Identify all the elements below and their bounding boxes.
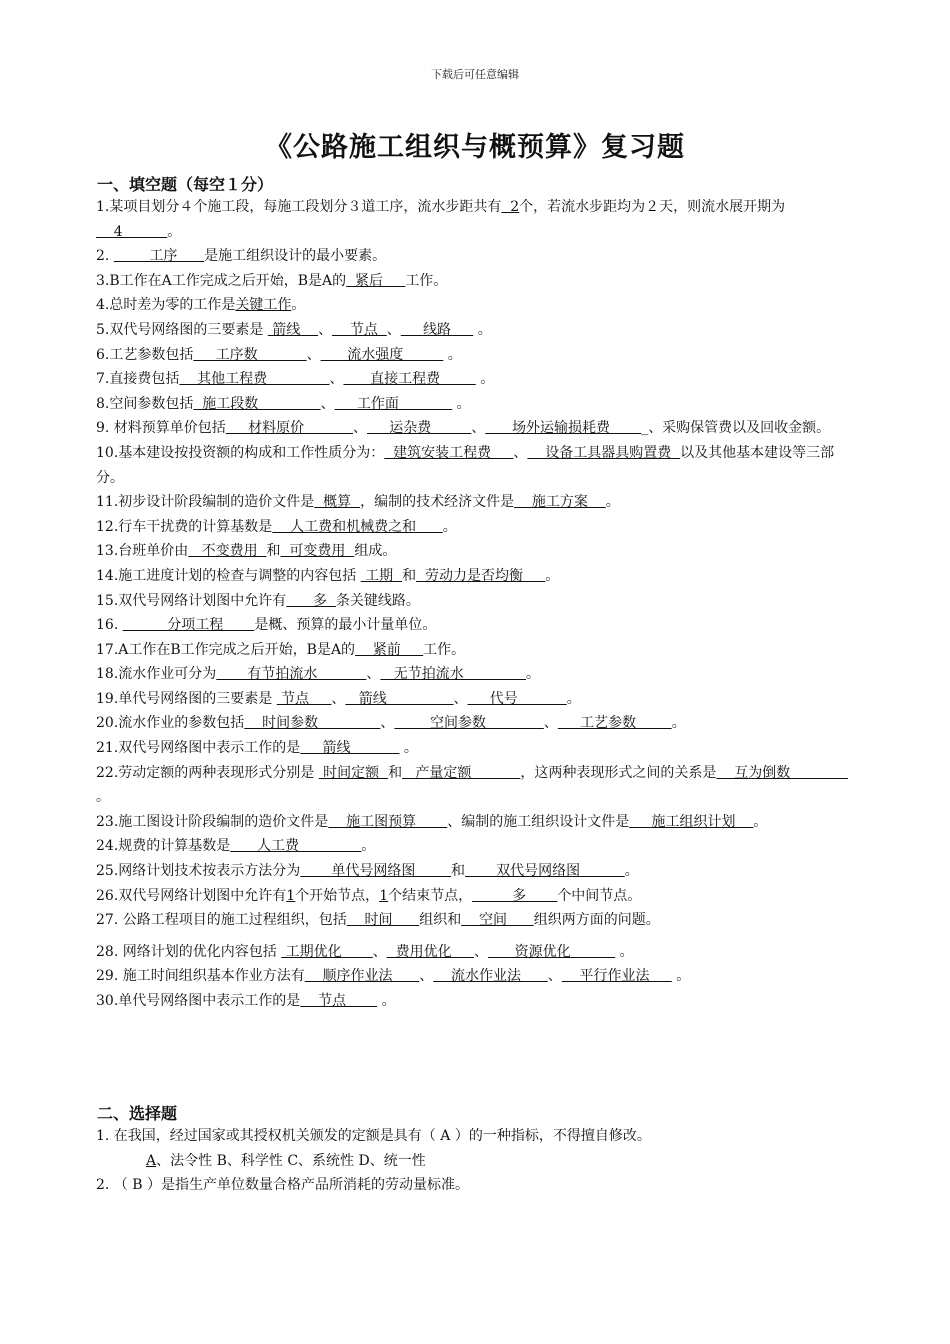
answer-blank: 无节拍流水 [380,666,527,683]
question-text: 16. [96,617,123,634]
question-text: 是概、预算的最小计量单位。 [254,617,437,634]
page-header-note: 下载后可任意编辑 [431,68,519,81]
question-text: 18.流水作业可分为 [96,666,217,683]
question-text: 组成。 [354,543,397,560]
option-list: 、法令性 B、科学性 C、系统性 D、统一性 [156,1152,426,1169]
section-heading-fill-in: 一、填空题（每空１分） [97,175,274,194]
question-text: 、 [306,346,321,363]
question-text: 26.双代号网络计划图中允许有 [96,887,287,904]
fill-in-question [96,613,858,638]
question-text: 27. 公路工程项目的施工过程组织，包括 [96,912,347,929]
question-text: 工作。 [423,641,466,658]
fill-in-question [96,711,858,736]
answer-blank: 施工方案 [514,494,606,511]
question-text: 12.行车干扰费的计算基数是 [96,518,273,535]
answer-blank: 多 [472,887,558,904]
answer-blank: 材料原价 [225,420,354,437]
question-text: 。 [377,993,396,1009]
choice-question-1: 1. 在我国，经过国家或其授权机关颁发的定额是具有（ A ）的一种指标，不得擅自修改。 [96,1128,651,1144]
question-text: 、 [386,321,401,338]
answer-blank: 可变费用 [280,543,355,560]
answer-blank: 有节拍流水 [216,666,367,683]
question-text: 。 [605,494,620,511]
choice-question-1-options [96,1149,858,1174]
question-text: 。 [615,943,634,960]
fill-in-question [96,539,858,564]
answer-blank: 关键工作 [235,297,292,314]
answer-blank: 箭线 [300,740,400,757]
question-text: 8.空间参数包括 [96,395,194,412]
question-text: 、 [372,943,387,960]
question-text: 、 [547,968,562,985]
question-text: 11.初步设计阶段编制的造价文件是 [96,494,315,511]
choice-question-2: 2. （ B ）是指生产单位数量合格产品所消耗的劳动量标准。 [96,1177,469,1194]
question-text: 3.B工作在A工作完成之后开始，B是A的 [96,272,347,289]
answer-blank: 箭线 [345,690,454,707]
question-text: 个中间节点。 [557,887,642,904]
answer-blank: 节点 [300,993,378,1009]
question-text: 个开始节点， [295,887,380,904]
answer-blank: 不变费用 [188,543,267,560]
question-text: 22.劳动定额的两种表现形式分别是 [96,764,319,781]
answer-blank: 顺序作业法 [304,968,420,985]
answer-blank: 流水强度 [320,346,444,363]
answer-blank: 2 [501,199,520,215]
answer-blank: 工序数 [193,346,307,363]
fill-in-question [96,416,858,441]
question-text: ，编制的技术经济文件是 [360,494,515,511]
answer-blank: 平行作业法 [561,968,672,985]
fill-in-question [96,964,858,989]
question-text: 1.某项目划分４个施工段，每施工段划分３道工序，流水步距共有 [96,199,502,215]
question-text: 。 [96,789,110,806]
answer-blank: 紧后 [346,272,406,289]
fill-in-question [96,761,858,810]
answer-blank: 劳动力是否均衡 [416,567,546,584]
question-text: 组织和 [419,912,462,929]
question-text: 30.单代号网络图中表示工作的是 [96,993,301,1009]
question-text: 。 [473,321,492,338]
answer-blank: 双代号网络图 [465,863,625,880]
fill-in-question [96,884,858,909]
fill-in-question [96,908,858,933]
answer-blank: 线路 [400,321,474,338]
question-text: 。 [291,297,306,314]
question-text: 。 [443,346,462,363]
question-text: 10.基本建设按投资额的构成和工作性质分为： [96,444,385,461]
fill-in-question [96,269,858,294]
question-text: 。 [671,968,691,985]
question-text: 和 [388,764,403,781]
question-text: 、 [380,715,395,732]
question-text: 20.流水作业的参数包括 [96,715,245,732]
answer-blank: 单代号网络图 [300,863,452,880]
question-text: 4.总时差为零的工作是 [96,297,236,314]
fill-in-question [96,392,858,417]
answer-blank: 施工组织计划 [629,813,754,830]
question-text: 17.A工作在B工作完成之后开始，B是A的 [96,641,356,658]
section-heading-choice: 二、选择题 [97,1104,178,1123]
question-text: 、 [471,420,486,437]
question-text: 25.网络计划技术按表示方法分为 [96,863,301,880]
answer-blank: 施工图预算 [328,813,448,830]
question-text: 个，若流水步距均为２天，则流水展开期为 [519,199,786,215]
question-text: 。 [452,395,471,412]
fill-in-question [96,834,858,859]
fill-in-question [96,589,858,614]
question-text: 、 [543,715,558,732]
answer-blank: 1 [286,887,296,904]
question-text: 。 [475,371,495,388]
answer-blank: 工艺参数 [557,715,672,732]
answer-blank: 空间参数 [394,715,544,732]
question-text: 、 [453,690,468,707]
question-text: 。 [361,838,376,855]
question-text: 。 [545,567,560,584]
answer-blank: 产量定额 [402,764,521,781]
fill-in-question [96,810,858,835]
answer-blank: 工序 [113,248,205,265]
fill-in-question [96,318,858,343]
fill-in-question [96,490,858,515]
fill-in-question [96,515,858,540]
answer-blank: 建筑安装工程费 [384,444,514,461]
answer-blank: 费用优化 [386,943,474,960]
answer-blank: 分项工程 [122,617,255,634]
question-text: 。 [442,518,457,535]
fill-in-question [96,989,858,1014]
question-text: 。 [753,813,768,830]
fill-in-question [96,662,858,687]
question-text: 。 [566,690,581,707]
answer-blank: 工作面 [334,395,453,412]
question-text: 、 [320,395,335,412]
question-text: 28. 网络计划的优化内容包括 [96,943,282,960]
answer-blank: 代号 [467,690,567,707]
answer-blank: 资源优化 [487,943,616,960]
question-text: 、 [329,371,344,388]
fill-in-question [96,638,858,663]
answer-blank: 人工费和机械费之和 [272,518,443,535]
fill-in-question [96,736,858,761]
fill-in-question [96,195,858,244]
fill-in-question [96,367,858,392]
question-text: 24.规费的计算基数是 [96,838,231,855]
answer-blank: 流水作业法 [433,968,548,985]
question-text: 条关键线路。 [335,592,420,609]
answer-blank: 概算 [314,494,361,511]
question-text: 。 [399,740,418,757]
fill-in-question [96,564,858,589]
answer-blank: 直接工程费 [343,371,476,388]
answer-blank: 工期 [360,567,403,584]
answer-blank: 时间 [346,912,420,929]
question-text: 是施工组织设计的最小要素。 [204,248,387,265]
question-text: 工作。 [405,272,448,289]
question-text: 21.双代号网络图中表示工作的是 [96,740,301,757]
fill-in-question [96,441,858,490]
answer-blank: 箭线 [267,321,319,338]
fill-in-question [96,687,858,712]
answer-blank: 设备工具器具购置费 [527,444,681,461]
question-text: 13.台班单价由 [96,543,189,560]
question-text: 组织两方面的问题。 [533,912,660,929]
answer-blank: 施工段数 [193,395,321,412]
question-text: 。 [526,666,541,683]
question-text: 、 [353,420,368,437]
answer-blank: 1 [379,887,389,904]
question-text: 和 [402,567,417,584]
answer-blank: 空间 [461,912,534,929]
question-text: 和 [266,543,281,560]
question-text: 7.直接费包括 [96,371,180,388]
question-text: 。 [167,223,182,240]
fill-in-question [96,244,858,269]
question-text: 9. 材料预算单价包括 [96,420,226,437]
selected-answer: A [146,1152,157,1169]
question-text: 、 [513,444,528,461]
question-text: 、 [419,968,434,985]
fill-in-question [96,940,858,965]
document-title: 《公路施工组织与概预算》复习题 [265,132,685,163]
question-text: 2. [96,248,114,265]
answer-blank: 场外运输损耗费 [485,420,642,437]
question-text: 14.施工进度计划的检查与调整的内容包括 [96,567,361,584]
question-text: 和 [451,863,466,880]
question-text: 6.工艺参数包括 [96,346,194,363]
question-text: _、采购保管费以及回收金额。 [641,420,831,437]
answer-blank: 4 [96,223,168,240]
fill-in-question-list [96,195,858,1014]
answer-blank: 时间定额 [318,764,389,781]
answer-blank: 紧前 [355,641,424,658]
answer-blank: 互为倒数 [716,764,849,781]
question-text: 、编制的施工组织设计文件是 [447,813,630,830]
question-text: 。 [671,715,686,732]
fill-in-question [96,293,858,318]
question-text: 29. 施工时间组织基本作业方法有 [96,968,305,985]
question-text: 、 [473,943,488,960]
choice-question-list [96,1124,858,1198]
answer-blank: 工期优化 [281,943,373,960]
answer-blank: 人工费 [230,838,362,855]
question-text: 、 [331,690,346,707]
question-text: 个结束节点， [388,887,473,904]
question-text: 以及其他基本建设等三部分。 [96,444,835,486]
question-text: ，这两种表现形式之间的关系是 [520,764,717,781]
question-text: 、 [366,666,381,683]
question-text: 5.双代号网络图的三要素是 [96,321,268,338]
question-text: 、 [318,321,333,338]
answer-blank: 时间参数 [244,715,381,732]
answer-blank: 其他工程费 [179,371,330,388]
fill-in-question [96,343,858,368]
question-text: 23.施工图设计阶段编制的造价文件是 [96,813,329,830]
answer-blank: 节点 [276,690,332,707]
answer-blank: 多 [286,592,336,609]
question-text: 15.双代号网络计划图中允许有 [96,592,287,609]
answer-blank: 运杂费 [367,420,472,437]
question-text: 19.单代号网络图的三要素是 [96,690,277,707]
fill-in-question [96,859,858,884]
answer-blank: 节点 [332,321,387,338]
question-text: 。 [624,863,639,880]
